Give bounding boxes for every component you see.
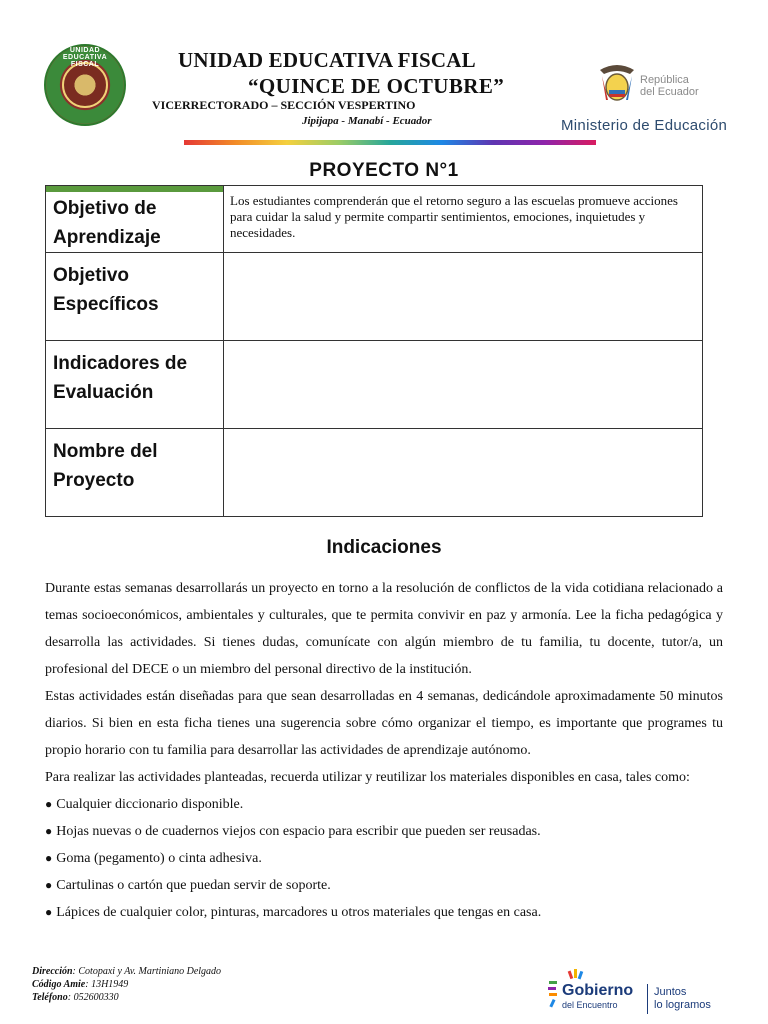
table-row bbox=[46, 341, 703, 429]
republica-line1: República bbox=[640, 74, 689, 86]
row-label: Objetivo de Aprendizaje bbox=[46, 186, 224, 253]
project-table bbox=[45, 185, 703, 517]
paragraph: Durante estas semanas desarrollarás un proyecto en torno a la resolución de conflictos de la vida cotidiana relacionado a temas socioeconómicos, ambientales y culturales, que te permita convivir en paz y armonía. Lee la ficha pedagógica y desarrolla las actividades. Si tienes dudas, comunícate con algún miembro de tu familia, tu docente, tutor/a, un profesional del DECE o un miembro del personal directivo de la institución. bbox=[45, 581, 723, 677]
school-title: UNIDAD EDUCATIVA FISCAL bbox=[178, 48, 476, 72]
gobierno-separator bbox=[647, 984, 648, 1014]
rainbow-divider bbox=[184, 140, 596, 145]
row-label: Indicadores de Evaluación bbox=[46, 341, 224, 429]
tagline-line2: lo logramos bbox=[654, 999, 711, 1011]
list-item: ● Lápices de cualquier color, pinturas, marcadores u otros materiales que tengas en casa. bbox=[45, 899, 723, 926]
indicaciones-title: Indicaciones bbox=[326, 537, 442, 558]
table-row bbox=[46, 253, 703, 341]
row-value bbox=[224, 429, 703, 517]
proyecto-title: PROYECTO N°1 bbox=[309, 160, 459, 181]
list-item: ● Goma (pegamento) o cinta adhesiva. bbox=[45, 845, 723, 872]
gobierno-word: Gobierno bbox=[562, 982, 634, 999]
table-accent-bar bbox=[46, 186, 223, 192]
ministerio-label: Ministerio de Educación bbox=[561, 117, 728, 134]
row-value bbox=[224, 341, 703, 429]
school-seal-center bbox=[62, 62, 108, 108]
vicerrectorado-line: VICERRECTORADO – SECCIÓN VESPERTINO bbox=[152, 98, 416, 112]
row-value bbox=[224, 253, 703, 341]
indicaciones-body bbox=[45, 575, 723, 926]
materials-list bbox=[45, 791, 723, 926]
footer-codigo: Código Amie: 13H1949 bbox=[32, 979, 129, 990]
row-value: Los estudiantes comprenderán que el retorno seguro a las escuelas promueve acciones para cuidar la salud y permite compartir sentimientos, emociones, inquietudes y necesidades. bbox=[224, 186, 703, 253]
tagline-line1: Juntos bbox=[654, 986, 687, 998]
list-item: ● Cualquier diccionario disponible. bbox=[45, 791, 723, 818]
row-label: Nombre del Proyecto bbox=[46, 429, 224, 517]
table-row bbox=[46, 429, 703, 517]
paragraph: Para realizar las actividades planteadas, recuerda utilizar y reutilizar los materiales disponibles en casa, tales como: bbox=[45, 770, 690, 785]
paragraph: Estas actividades están diseñadas para que sean desarrolladas en 4 semanas, dedicándole aproximadamente 50 minutos diarios. Si bien en esta ficha tienes una sugerencia sobre cómo organizar el tiempo, es importante que programes tu propio horario con tu familia para desarrollar las actividades de aprendizaje autónomo. bbox=[45, 689, 723, 758]
row-label: Objetivo Específicos bbox=[46, 253, 224, 341]
footer-telefono: Teléfono: 052600330 bbox=[32, 992, 119, 1003]
republica-line2: del Ecuador bbox=[640, 86, 699, 98]
seal-text: UNIDAD EDUCATIVA FISCAL bbox=[62, 47, 108, 68]
footer-direccion: Dirección: Cotopaxi y Av. Martiniano Delgado bbox=[32, 966, 222, 977]
school-subtitle: “QUINCE DE OCTUBRE” bbox=[248, 74, 505, 98]
gobierno-tagline bbox=[654, 986, 711, 1012]
list-item: ● Hojas nuevas o de cuadernos viejos con espacio para escribir que pueden ser reusadas. bbox=[45, 818, 723, 845]
republica-label bbox=[640, 74, 699, 98]
gobierno-del-encuentro: del Encuentro bbox=[562, 1000, 618, 1010]
ecuador-coat-of-arms-icon bbox=[596, 60, 638, 106]
footer-contact bbox=[32, 965, 221, 1004]
location-line: Jipijapa - Manabí - Ecuador bbox=[302, 115, 432, 127]
table-row bbox=[46, 186, 703, 253]
list-item: ● Cartulinas o cartón que puedan servir de soporte. bbox=[45, 872, 723, 899]
